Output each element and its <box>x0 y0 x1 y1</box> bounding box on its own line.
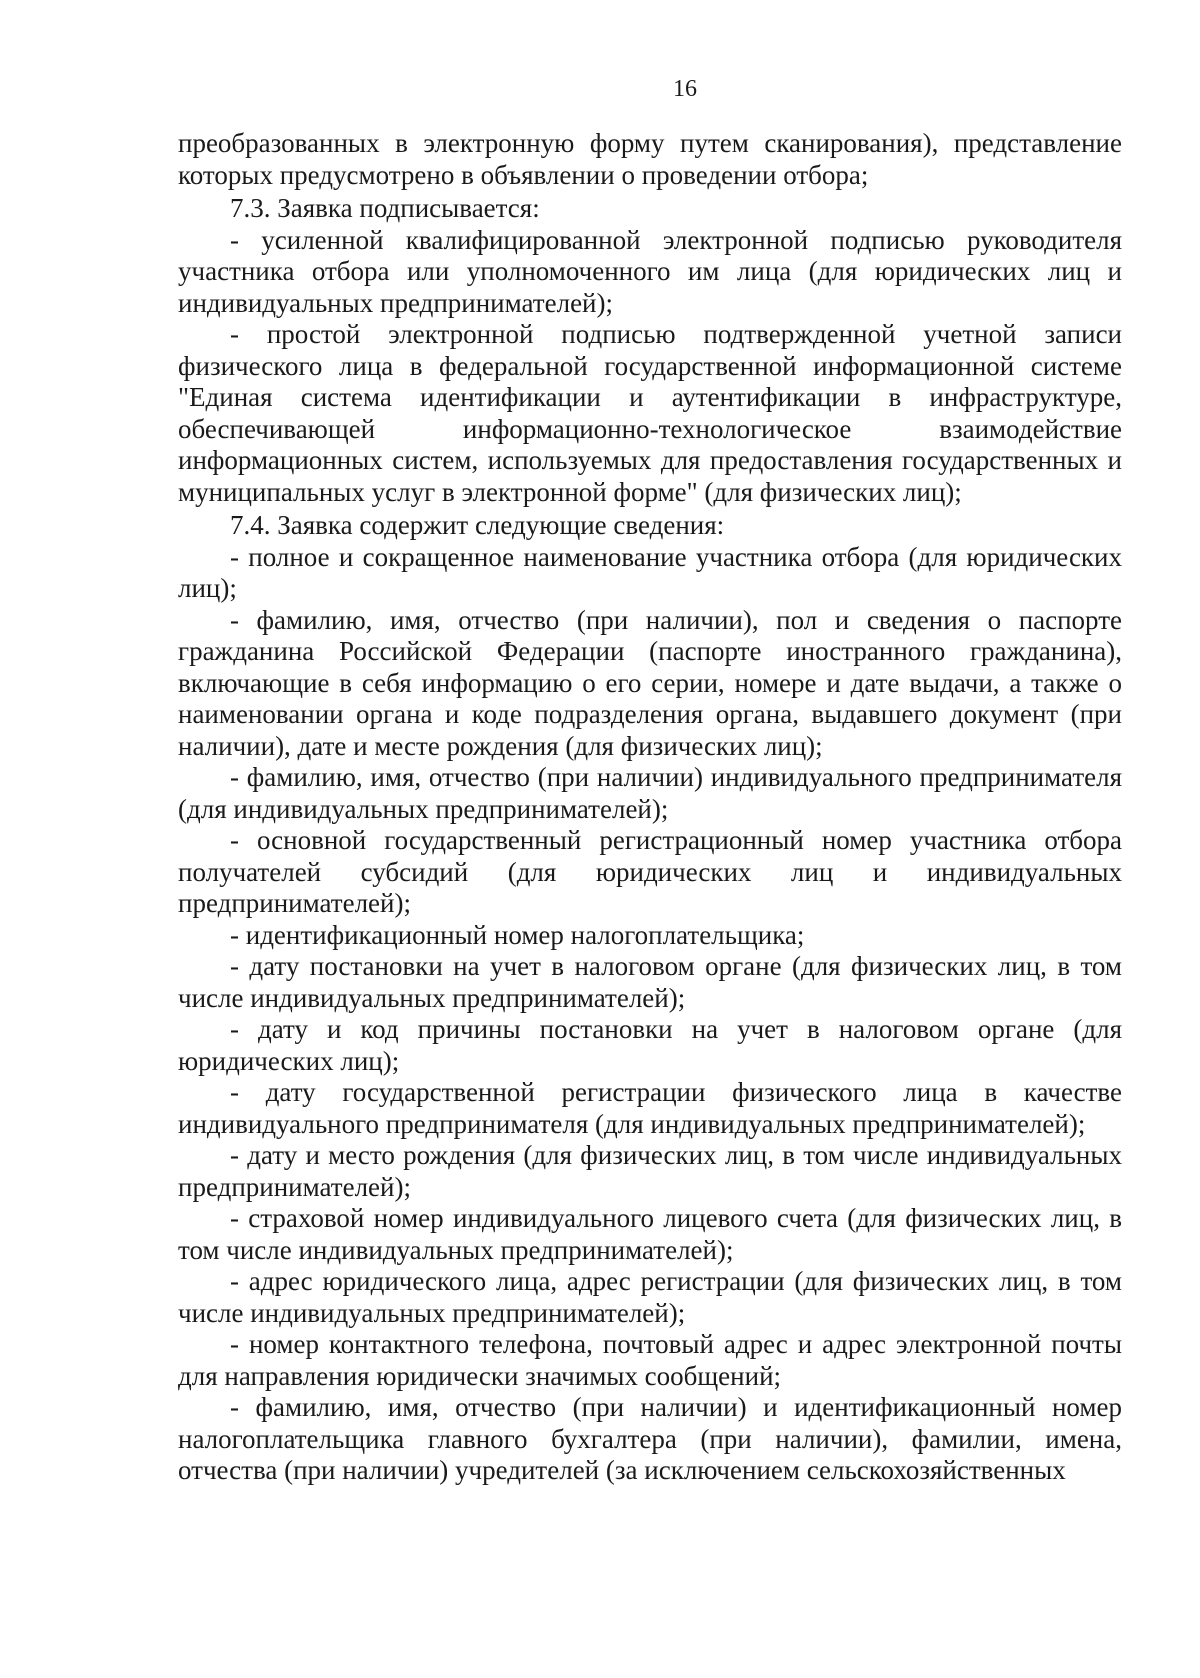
list-item: - страховой номер индивидуального лицевого счета (для физических лиц, в том числе индивидуальных предпринимателей); <box>178 1203 1122 1265</box>
list-item: - дату и код причины постановки на учет в налоговом органе (для юридических лиц); <box>178 1014 1122 1076</box>
list-item: - идентификационный номер налогоплательщика; <box>230 919 805 950</box>
list-item: - фамилию, имя, отчество (при наличии) индивидуального предпринимателя (для индивидуальных предпринимателей); <box>178 762 1122 824</box>
document-body <box>178 128 1122 1487</box>
list-item: - номер контактного телефона, почтовый адрес и адрес электронной почты для направления юридически значимых сообщений; <box>178 1329 1122 1391</box>
list-item: - усиленной квалифицированной электронной подписью руководителя участника отбора или уполномоченного им лица (для юридических лиц и индивидуальных предпринимателей); <box>178 224 1122 318</box>
section-heading-7-4: 7.4. Заявка содержит следующие сведения: <box>230 510 725 540</box>
list-item: - фамилию, имя, отчество (при наличии) и идентификационный номер налогоплательщика главного бухгалтера (при наличии), фамилии, имена, отчества (при наличии) учредителей (за исключением сельскохозяйственных <box>178 1392 1122 1485</box>
list-item: - дату постановки на учет в налоговом органе (для физических лиц, в том числе индивидуальных предпринимателей); <box>178 951 1122 1013</box>
list-item: - адрес юридического лица, адрес регистрации (для физических лиц, в том числе индивидуальных предпринимателей); <box>178 1266 1122 1328</box>
list-item: - полное и сокращенное наименование участника отбора (для юридических лиц); <box>178 541 1122 603</box>
page-number: 16 <box>673 76 697 102</box>
list-item: - фамилию, имя, отчество (при наличии), пол и сведения о паспорте гражданина Российской Федерации (паспорте иностранного гражданина), включающие в себя информацию о его серии, номере и дате выдачи, а также о наименовании органа и коде подразделения органа, выдавшего документ (при наличии), дате и месте рождения (для физических лиц); <box>178 604 1122 761</box>
list-item: - дату государственной регистрации физического лица в качестве индивидуального предпринимателя (для индивидуальных предпринимателей); <box>178 1077 1122 1139</box>
list-item: - простой электронной подписью подтвержденной учетной записи физического лица в федеральной государственной информационной системе "Единая система идентификации и аутентификации в инфраструктуре, обеспечивающей информационно-технологическое взаимодействие информационных систем, используемых для предоставления государственных и муниципальных услуг в электронной форме" (для физических лиц); <box>178 319 1122 507</box>
list-item: - основной государственный регистрационный номер участника отбора получателей субсидий (для юридических лиц и индивидуальных предпринимателей); <box>178 825 1122 918</box>
list-item: - дату и место рождения (для физических лиц, в том числе индивидуальных предпринимателей); <box>178 1140 1122 1202</box>
paragraph-continuation: преобразованных в электронную форму путем сканирования), представление которых предусмотрено в объявлении о проведении отбора; <box>178 128 1122 190</box>
section-heading-7-3: 7.3. Заявка подписывается: <box>230 193 540 223</box>
